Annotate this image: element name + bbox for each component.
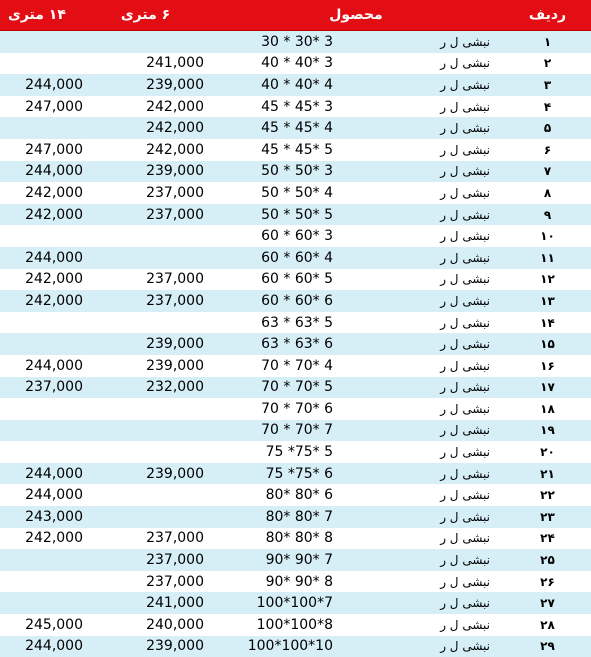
table-row bbox=[0, 31, 591, 53]
product-type-cell: نبشی ل ر bbox=[440, 229, 490, 244]
dimension-cell: 50 * 50* 5 bbox=[261, 206, 333, 223]
row-number-cell: ۹ bbox=[543, 207, 552, 222]
product-type-cell: نبشی ل ر bbox=[440, 99, 490, 114]
dimension-cell: 100*100*10 bbox=[247, 638, 333, 655]
table-row bbox=[0, 592, 591, 614]
row-number-cell: ۱۵ bbox=[540, 337, 555, 352]
product-type-cell: نبشی ل ر bbox=[440, 77, 490, 92]
product-type-cell: نبشی ل ر bbox=[440, 488, 490, 503]
table-row bbox=[0, 161, 591, 183]
product-type-cell: نبشی ل ر bbox=[440, 56, 490, 71]
header-row-number: ردیف bbox=[528, 7, 567, 23]
price-6m-cell: 232,000 bbox=[146, 379, 204, 396]
row-number-cell: ۱۸ bbox=[540, 401, 555, 416]
price-6m-cell: 239,000 bbox=[146, 357, 204, 374]
row-number-cell: ۸ bbox=[543, 185, 552, 200]
product-type-cell: نبشی ل ر bbox=[440, 142, 490, 157]
table-row bbox=[0, 182, 591, 204]
table-row bbox=[0, 247, 591, 269]
dimension-cell: 63 * 63* 5 bbox=[261, 314, 333, 331]
product-type-cell: نبشی ل ر bbox=[440, 250, 490, 265]
table-row bbox=[0, 139, 591, 161]
product-type-cell: نبشی ل ر bbox=[440, 34, 490, 49]
dimension-cell: 30 * 30* 3 bbox=[261, 33, 333, 50]
price-14m-cell: 244,000 bbox=[25, 487, 83, 504]
table-row bbox=[0, 636, 591, 657]
price-6m-cell: 237,000 bbox=[146, 206, 204, 223]
price-14m-cell: 244,000 bbox=[25, 76, 83, 93]
price-6m-cell: 239,000 bbox=[146, 638, 204, 655]
price-6m-cell: 237,000 bbox=[146, 292, 204, 309]
row-number-cell: ۲۰ bbox=[540, 445, 555, 460]
price-14m-cell: 244,000 bbox=[25, 465, 83, 482]
row-number-cell: ۲۷ bbox=[540, 596, 555, 611]
row-number-cell: ۱۶ bbox=[540, 358, 555, 373]
row-number-cell: ۲۵ bbox=[540, 553, 555, 568]
row-number-cell: ۲۹ bbox=[540, 639, 555, 654]
row-number-cell: ۲۸ bbox=[540, 617, 555, 632]
dimension-cell: 100*100*8 bbox=[256, 616, 333, 633]
product-type-cell: نبشی ل ر bbox=[440, 315, 490, 330]
table-row bbox=[0, 506, 591, 528]
dimension-cell: 60 * 60* 3 bbox=[261, 228, 333, 245]
price-14m-cell: 244,000 bbox=[25, 357, 83, 374]
table-body bbox=[0, 31, 591, 657]
row-number-cell: ۱۲ bbox=[540, 272, 555, 287]
table-row bbox=[0, 290, 591, 312]
header-6m: ۶ متری bbox=[120, 7, 171, 23]
dimension-cell: 40 * 40* 3 bbox=[261, 55, 333, 72]
table-row bbox=[0, 117, 591, 139]
table-row bbox=[0, 398, 591, 420]
price-14m-cell: 237,000 bbox=[25, 379, 83, 396]
dimension-cell: 60 * 60* 4 bbox=[261, 249, 333, 266]
row-number-cell: ۱۹ bbox=[540, 423, 555, 438]
table-row bbox=[0, 484, 591, 506]
table-row bbox=[0, 441, 591, 463]
row-number-cell: ۱۴ bbox=[540, 315, 555, 330]
row-number-cell: ۷ bbox=[543, 164, 552, 179]
dimension-cell: 45 * 45* 3 bbox=[261, 98, 333, 115]
table-row bbox=[0, 53, 591, 75]
price-6m-cell: 241,000 bbox=[146, 595, 204, 612]
price-14m-cell: 247,000 bbox=[25, 141, 83, 158]
dimension-cell: 100*100*7 bbox=[256, 595, 333, 612]
row-number-cell: ۲۳ bbox=[540, 509, 555, 524]
table-row bbox=[0, 96, 591, 118]
dimension-cell: 80* 80* 7 bbox=[265, 508, 333, 525]
product-type-cell: نبشی ل ر bbox=[440, 639, 490, 654]
price-6m-cell: 240,000 bbox=[146, 616, 204, 633]
price-6m-cell: 237,000 bbox=[146, 530, 204, 547]
product-type-cell: نبشی ل ر bbox=[440, 596, 490, 611]
dimension-cell: 40 * 40* 4 bbox=[261, 76, 333, 93]
dimension-cell: 60 * 60* 5 bbox=[261, 271, 333, 288]
row-number-cell: ۱۰ bbox=[540, 229, 555, 244]
price-14m-cell: 242,000 bbox=[25, 530, 83, 547]
dimension-cell: 90* 90* 8 bbox=[265, 573, 333, 590]
product-type-cell: نبشی ل ر bbox=[440, 358, 490, 373]
row-number-cell: ۵ bbox=[543, 121, 552, 136]
table-row bbox=[0, 614, 591, 636]
table-row bbox=[0, 269, 591, 291]
price-6m-cell: 239,000 bbox=[146, 76, 204, 93]
row-number-cell: ۴ bbox=[543, 99, 552, 114]
product-type-cell: نبشی ل ر bbox=[440, 466, 490, 481]
price-6m-cell: 237,000 bbox=[146, 184, 204, 201]
dimension-cell: 80* 80* 8 bbox=[265, 530, 333, 547]
table-row bbox=[0, 225, 591, 247]
table-row bbox=[0, 571, 591, 593]
row-number-cell: ۱۳ bbox=[540, 293, 555, 308]
row-number-cell: ۲۱ bbox=[540, 466, 555, 481]
product-type-cell: نبشی ل ر bbox=[440, 401, 490, 416]
price-6m-cell: 237,000 bbox=[146, 271, 204, 288]
price-14m-cell: 242,000 bbox=[25, 271, 83, 288]
price-6m-cell: 239,000 bbox=[146, 336, 204, 353]
product-type-cell: نبشی ل ر bbox=[440, 423, 490, 438]
row-number-cell: ۲ bbox=[543, 56, 552, 71]
dimension-cell: 50 * 50* 3 bbox=[261, 163, 333, 180]
row-number-cell: ۱ bbox=[543, 34, 552, 49]
dimension-cell: 90* 90* 7 bbox=[265, 552, 333, 569]
dimension-cell: 70 * 70* 7 bbox=[261, 422, 333, 439]
product-type-cell: نبشی ل ر bbox=[440, 531, 490, 546]
price-6m-cell: 239,000 bbox=[146, 465, 204, 482]
dimension-cell: 70 * 70* 5 bbox=[261, 379, 333, 396]
dimension-cell: 63 * 63* 6 bbox=[261, 336, 333, 353]
price-14m-cell: 247,000 bbox=[25, 98, 83, 115]
price-6m-cell: 242,000 bbox=[146, 141, 204, 158]
dimension-cell: 70 * 70* 4 bbox=[261, 357, 333, 374]
price-14m-cell: 242,000 bbox=[25, 184, 83, 201]
price-6m-cell: 239,000 bbox=[146, 163, 204, 180]
table-row bbox=[0, 549, 591, 571]
product-type-cell: نبشی ل ر bbox=[440, 185, 490, 200]
table-row bbox=[0, 333, 591, 355]
dimension-cell: 45 * 45* 4 bbox=[261, 120, 333, 137]
table-row bbox=[0, 312, 591, 334]
price-14m-cell: 242,000 bbox=[25, 292, 83, 309]
table-row bbox=[0, 463, 591, 485]
header-14m: ۱۴ متری bbox=[8, 7, 66, 23]
dimension-cell: 75 *75* 5 bbox=[265, 444, 333, 461]
table-row bbox=[0, 355, 591, 377]
product-type-cell: نبشی ل ر bbox=[440, 553, 490, 568]
product-type-cell: نبشی ل ر bbox=[440, 272, 490, 287]
header-product: محصول bbox=[329, 7, 383, 23]
product-type-cell: نبشی ل ر bbox=[440, 617, 490, 632]
price-14m-cell: 242,000 bbox=[25, 206, 83, 223]
dimension-cell: 60 * 60* 6 bbox=[261, 292, 333, 309]
product-type-cell: نبشی ل ر bbox=[440, 207, 490, 222]
row-number-cell: ۶ bbox=[543, 142, 552, 157]
table-row bbox=[0, 377, 591, 399]
table-row bbox=[0, 528, 591, 550]
product-type-cell: نبشی ل ر bbox=[440, 574, 490, 589]
dimension-cell: 45 * 45* 5 bbox=[261, 141, 333, 158]
dimension-cell: 50 * 50* 4 bbox=[261, 184, 333, 201]
product-type-cell: نبشی ل ر bbox=[440, 293, 490, 308]
price-6m-cell: 242,000 bbox=[146, 98, 204, 115]
price-6m-cell: 242,000 bbox=[146, 120, 204, 137]
price-14m-cell: 244,000 bbox=[25, 638, 83, 655]
dimension-cell: 75 *75* 6 bbox=[265, 465, 333, 482]
row-number-cell: ۲۲ bbox=[540, 488, 555, 503]
price-14m-cell: 244,000 bbox=[25, 163, 83, 180]
table-header bbox=[0, 0, 591, 31]
row-number-cell: ۲۴ bbox=[540, 531, 555, 546]
row-number-cell: ۱۷ bbox=[540, 380, 555, 395]
price-14m-cell: 243,000 bbox=[25, 508, 83, 525]
dimension-cell: 80* 80* 6 bbox=[265, 487, 333, 504]
price-6m-cell: 241,000 bbox=[146, 55, 204, 72]
product-type-cell: نبشی ل ر bbox=[440, 509, 490, 524]
product-type-cell: نبشی ل ر bbox=[440, 380, 490, 395]
row-number-cell: ۱۱ bbox=[540, 250, 555, 265]
product-type-cell: نبشی ل ر bbox=[440, 445, 490, 460]
row-number-cell: ۲۶ bbox=[540, 574, 555, 589]
price-14m-cell: 244,000 bbox=[25, 249, 83, 266]
product-type-cell: نبشی ل ر bbox=[440, 121, 490, 136]
table-row bbox=[0, 74, 591, 96]
table-row bbox=[0, 204, 591, 226]
dimension-cell: 70 * 70* 6 bbox=[261, 400, 333, 417]
row-number-cell: ۳ bbox=[543, 77, 552, 92]
table-row bbox=[0, 420, 591, 442]
product-type-cell: نبشی ل ر bbox=[440, 337, 490, 352]
product-type-cell: نبشی ل ر bbox=[440, 164, 490, 179]
price-14m-cell: 245,000 bbox=[25, 616, 83, 633]
price-6m-cell: 237,000 bbox=[146, 552, 204, 569]
price-6m-cell: 237,000 bbox=[146, 573, 204, 590]
